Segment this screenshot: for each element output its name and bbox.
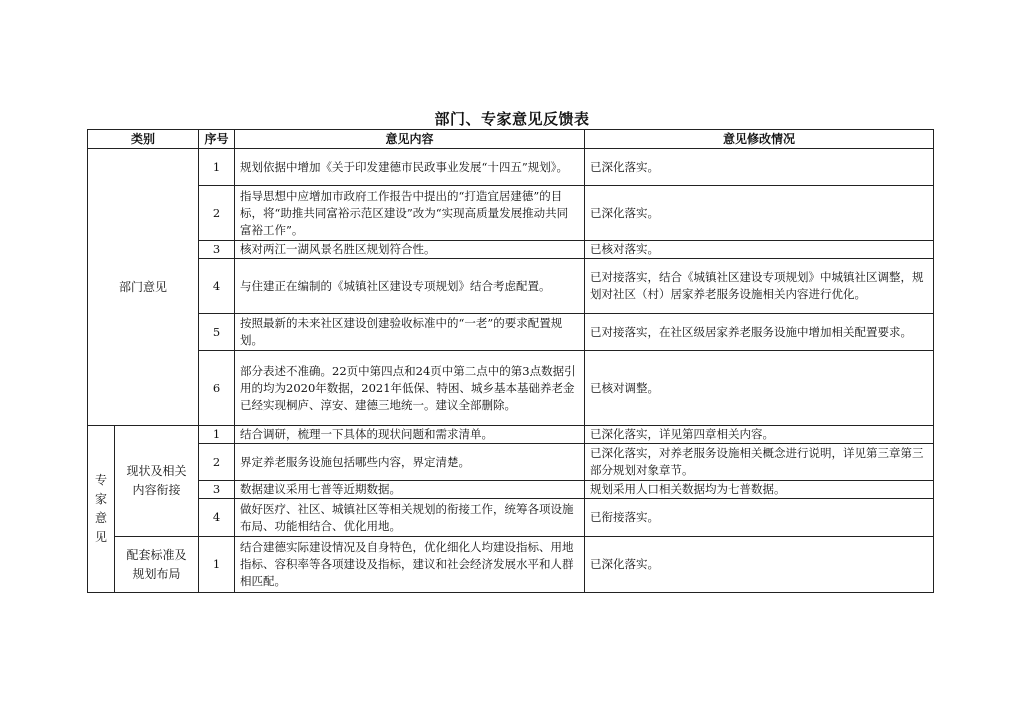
feedback-table — [87, 129, 934, 593]
table-row — [88, 186, 934, 241]
header-index: 序号 — [199, 130, 235, 149]
opinion-content: 核对两江一湖风景名胜区规划符合性。 — [235, 241, 585, 259]
row-number: 5 — [199, 314, 235, 351]
opinion-content: 部分表述不准确。22页中第四点和24页中第二点中的第3点数据引用的均为2020年数据，2021年低保、特困、城乡基本基础养老金已经实现桐庐、淳安、建德三地统一。建议全部删除。 — [235, 351, 585, 426]
table-row — [88, 241, 934, 259]
table-row — [88, 149, 934, 186]
opinion-content: 按照最新的未来社区建设创建验收标准中的“一老”的要求配置规划。 — [235, 314, 585, 351]
revision-status: 已深化落实，对养老服务设施相关概念进行说明，详见第三章第三部分规划对象章节。 — [585, 444, 934, 481]
opinion-content: 结合调研，梳理一下具体的现状问题和需求清单。 — [235, 426, 585, 444]
header-status: 意见修改情况 — [585, 130, 934, 149]
row-number: 6 — [199, 351, 235, 426]
table-row — [88, 481, 934, 499]
row-number: 4 — [199, 259, 235, 314]
opinion-content: 结合建德实际建设情况及自身特色，优化细化人均建设指标、用地指标、容积率等各项建设及指标，建议和社会经济发展水平和人群相匹配。 — [235, 537, 585, 593]
revision-status: 已核对落实。 — [585, 241, 934, 259]
opinion-content: 与住建正在编制的《城镇社区建设专项规划》结合考虑配置。 — [235, 259, 585, 314]
revision-status: 已核对调整。 — [585, 351, 934, 426]
row-number: 2 — [199, 186, 235, 241]
header-content: 意见内容 — [235, 130, 585, 149]
row-number: 3 — [199, 481, 235, 499]
table-row — [88, 351, 934, 426]
revision-status: 已深化落实。 — [585, 186, 934, 241]
row-number: 1 — [199, 149, 235, 186]
header-category: 类别 — [88, 130, 199, 149]
row-number: 4 — [199, 499, 235, 537]
opinion-content: 界定养老服务设施包括哪些内容，界定清楚。 — [235, 444, 585, 481]
category-dept: 部门意见 — [88, 149, 199, 426]
opinion-content: 数据建议采用七普等近期数据。 — [235, 481, 585, 499]
row-number: 2 — [199, 444, 235, 481]
revision-status: 已对接落实，结合《城镇社区建设专项规划》中城镇社区调整，规划对社区（村）居家养老服务设施相关内容进行优化。 — [585, 259, 934, 314]
revision-status: 已对接落实，在社区级居家养老服务设施中增加相关配置要求。 — [585, 314, 934, 351]
row-number: 3 — [199, 241, 235, 259]
row-number: 1 — [199, 426, 235, 444]
category-expert-label: 专家意见 — [94, 473, 107, 544]
table-row — [88, 426, 934, 444]
table-row — [88, 537, 934, 593]
opinion-content: 规划依据中增加《关于印发建德市民政事业发展“十四五”规划》。 — [235, 149, 585, 186]
revision-status: 已深化落实。 — [585, 149, 934, 186]
revision-status: 已深化落实。 — [585, 537, 934, 593]
subcategory-standards-layout: 配套标准及规划布局 — [115, 537, 199, 593]
table-row — [88, 314, 934, 351]
subcategory-status-link: 现状及相关内容衔接 — [115, 426, 199, 537]
category-expert — [88, 426, 115, 593]
revision-status: 已深化落实，详见第四章相关内容。 — [585, 426, 934, 444]
revision-status: 规划采用人口相关数据均为七普数据。 — [585, 481, 934, 499]
table-header-row — [88, 130, 934, 149]
table-row — [88, 444, 934, 481]
table-row — [88, 499, 934, 537]
row-number: 1 — [199, 537, 235, 593]
revision-status: 已衔接落实。 — [585, 499, 934, 537]
page-title: 部门、专家意见反馈表 — [434, 110, 590, 128]
table-row — [88, 259, 934, 314]
opinion-content: 指导思想中应增加市政府工作报告中提出的“打造宜居建德”的目标，将“助推共同富裕示范区建设”改为“实现高质量发展推动共同富裕工作”。 — [235, 186, 585, 241]
opinion-content: 做好医疗、社区、城镇社区等相关规划的衔接工作，统筹各项设施布局、功能相结合、优化用地。 — [235, 499, 585, 537]
